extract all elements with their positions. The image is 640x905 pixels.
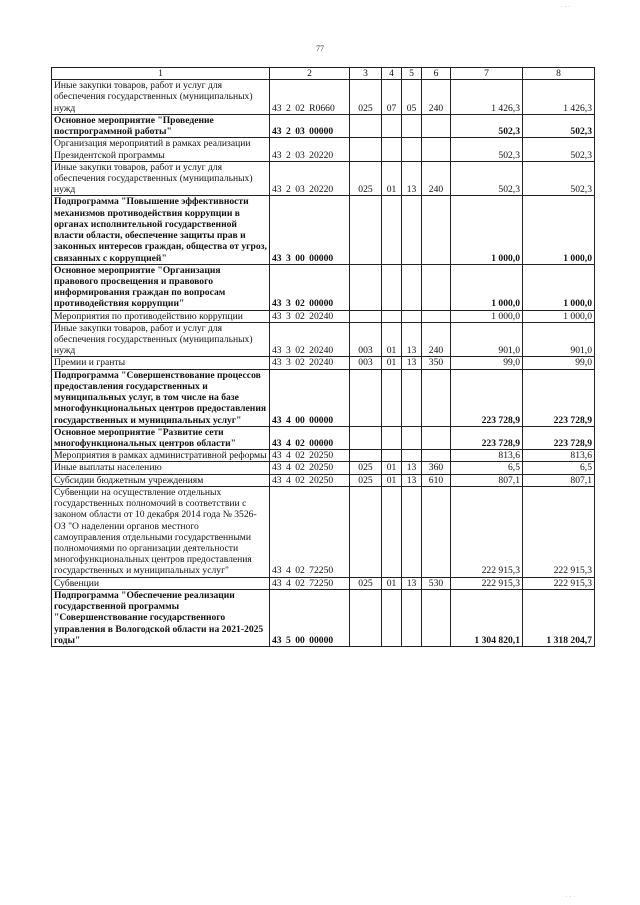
row-col5: 13: [402, 161, 422, 196]
row-code: 43 4 02 20250: [270, 462, 350, 474]
row-col6: 240: [422, 322, 451, 357]
row-col6: 530: [422, 577, 451, 589]
row-value-col8: 1 000,0: [523, 264, 595, 310]
row-col5: [402, 196, 422, 264]
row-col3: 025: [350, 577, 382, 589]
row-col5: [402, 138, 422, 161]
row-col4: [382, 310, 402, 322]
row-value-col8: 813,6: [523, 450, 595, 462]
table-row: [52, 589, 595, 646]
row-value-col8: 1 000,0: [523, 196, 595, 264]
row-value-col7: 99,0: [451, 357, 523, 369]
row-value-col7: 1 426,3: [451, 80, 523, 115]
row-code: 43 5 00 00000: [270, 589, 350, 646]
row-col6: 240: [422, 80, 451, 115]
row-col3: 025: [350, 80, 382, 115]
row-col6: [422, 196, 451, 264]
row-col6: [422, 450, 451, 462]
row-code: 43 2 03 00000: [270, 114, 350, 137]
row-col3: [350, 114, 382, 137]
row-value-col7: 1 000,0: [451, 264, 523, 310]
row-name: Иные закупки товаров, работ и услуг для обеспечения государственных (муниципальных) нужд: [52, 161, 270, 196]
row-name: Организация мероприятий в рамках реализации Президентской программы: [52, 138, 270, 161]
row-col4: [382, 426, 402, 449]
table-row: [52, 264, 595, 310]
row-value-col7: 222 915,3: [451, 486, 523, 577]
table-row: [52, 310, 595, 322]
row-value-col7: 1 000,0: [451, 310, 523, 322]
row-name: Иные закупки товаров, работ и услуг для обеспечения государственных (муниципальных) нужд: [52, 322, 270, 357]
header-cell: 7: [451, 68, 523, 80]
table-row: [52, 138, 595, 161]
row-col5: [402, 369, 422, 426]
table-row: [52, 426, 595, 449]
row-code: 43 2 02 R0660: [270, 80, 350, 115]
row-value-col7: 1 304 820,1: [451, 589, 523, 646]
row-col6: [422, 138, 451, 161]
row-value-col7: 1 000,0: [451, 196, 523, 264]
row-code: 43 4 02 20250: [270, 474, 350, 486]
row-col3: [350, 196, 382, 264]
table-row: [52, 462, 595, 474]
header-cell: 3: [350, 68, 382, 80]
row-value-col8: 502,3: [523, 161, 595, 196]
row-name: Субвенции на осуществление отдельных государственных полномочий в соответствии с законом области от 10 декабря 2014 года № 3526-ОЗ "О наделении органов местного самоуправления отдельными государственными полномочиями по организации деятельности многофункциональных центров предоставления государственных и муниципальных услуг": [52, 486, 270, 577]
row-value-col7: 223 728,9: [451, 369, 523, 426]
row-value-col8: 222 915,3: [523, 577, 595, 589]
row-name: Субсидии бюджетным учреждениям: [52, 474, 270, 486]
row-code: 43 4 00 00000: [270, 369, 350, 426]
row-value-col8: 6,5: [523, 462, 595, 474]
row-name: Подпрограмма "Повышение эффективности механизмов противодействия коррупции в органах исполнительной государственной власти области, обеспечение защиты прав и законных интересов граждан, общества от угроз, связанных с коррупцией": [52, 196, 270, 264]
row-col3: 025: [350, 161, 382, 196]
row-name: Основное мероприятие "Организация правового просвещения и правового информирования граждан по вопросам противодействия коррупции": [52, 264, 270, 310]
row-col5: [402, 450, 422, 462]
budget-table: [51, 67, 595, 647]
scan-artifact: · · ·: [560, 3, 571, 11]
row-value-col8: 222 915,3: [523, 486, 595, 577]
table-row: [52, 196, 595, 264]
row-col5: 13: [402, 322, 422, 357]
row-col6: [422, 264, 451, 310]
row-value-col8: 223 728,9: [523, 369, 595, 426]
header-cell: 1: [52, 68, 270, 80]
row-value-col7: 807,1: [451, 474, 523, 486]
row-name: Иные закупки товаров, работ и услуг для обеспечения государственных (муниципальных) нужд: [52, 80, 270, 115]
row-col6: 360: [422, 462, 451, 474]
row-col4: 01: [382, 161, 402, 196]
row-col6: [422, 114, 451, 137]
row-col3: [350, 310, 382, 322]
row-col4: 01: [382, 577, 402, 589]
row-col5: 13: [402, 474, 422, 486]
row-col3: [350, 450, 382, 462]
row-col4: 01: [382, 357, 402, 369]
row-col6: 350: [422, 357, 451, 369]
row-name: Основное мероприятие "Развитие сети многофункциональных центров области": [52, 426, 270, 449]
header-cell: 5: [402, 68, 422, 80]
row-value-col8: 99,0: [523, 357, 595, 369]
table-row: [52, 161, 595, 196]
row-col5: [402, 486, 422, 577]
row-name: Премии и гранты: [52, 357, 270, 369]
row-value-col8: 1 426,3: [523, 80, 595, 115]
row-col4: [382, 486, 402, 577]
row-name: Подпрограмма "Обеспечение реализации государственной программы "Совершенствование государственного управления в Вологодской области на 2021-2025 годы": [52, 589, 270, 646]
row-col4: [382, 196, 402, 264]
row-value-col8: 502,3: [523, 114, 595, 137]
row-col5: [402, 589, 422, 646]
row-col5: [402, 114, 422, 137]
row-code: 43 4 02 72250: [270, 577, 350, 589]
row-value-col7: 502,3: [451, 161, 523, 196]
row-col4: [382, 369, 402, 426]
row-col3: 025: [350, 474, 382, 486]
row-name: Мероприятия в рамках административной реформы: [52, 450, 270, 462]
row-col3: 003: [350, 357, 382, 369]
row-code: 43 3 02 20240: [270, 310, 350, 322]
table-row: [52, 369, 595, 426]
row-col3: [350, 369, 382, 426]
row-col4: 07: [382, 80, 402, 115]
row-col5: 13: [402, 462, 422, 474]
row-col6: 610: [422, 474, 451, 486]
row-col5: 13: [402, 577, 422, 589]
row-col3: [350, 264, 382, 310]
row-code: 43 2 03 20220: [270, 138, 350, 161]
row-col4: 01: [382, 322, 402, 357]
row-value-col7: 502,3: [451, 114, 523, 137]
row-col6: [422, 589, 451, 646]
row-col4: [382, 264, 402, 310]
row-col3: [350, 486, 382, 577]
row-value-col7: 813,6: [451, 450, 523, 462]
header-cell: 4: [382, 68, 402, 80]
row-col4: [382, 138, 402, 161]
table-row: [52, 486, 595, 577]
row-value-col7: 6,5: [451, 462, 523, 474]
row-col5: 05: [402, 80, 422, 115]
row-col4: [382, 589, 402, 646]
row-name: Мероприятия по противодействию коррупции: [52, 310, 270, 322]
row-code: 43 4 02 20250: [270, 450, 350, 462]
row-code: 43 4 02 72250: [270, 486, 350, 577]
row-name: Субвенции: [52, 577, 270, 589]
header-row: [52, 68, 595, 80]
header-cell: 6: [422, 68, 451, 80]
scan-artifact: · · ·: [565, 893, 576, 901]
row-col6: [422, 310, 451, 322]
header-cell: 8: [523, 68, 595, 80]
row-col4: 01: [382, 474, 402, 486]
row-col3: 025: [350, 462, 382, 474]
row-value-col8: 223 728,9: [523, 426, 595, 449]
row-col4: [382, 450, 402, 462]
row-col6: [422, 426, 451, 449]
row-col5: 13: [402, 357, 422, 369]
row-col5: [402, 426, 422, 449]
table-row: [52, 80, 595, 115]
row-value-col8: 1 318 204,7: [523, 589, 595, 646]
row-name: Иные выплаты населению: [52, 462, 270, 474]
header-cell: 2: [270, 68, 350, 80]
table-row: [52, 450, 595, 462]
row-code: 43 3 02 20240: [270, 322, 350, 357]
row-value-col8: 502,3: [523, 138, 595, 161]
row-code: 43 3 02 00000: [270, 264, 350, 310]
row-col3: [350, 589, 382, 646]
page-number: 77: [316, 44, 324, 53]
row-col6: 240: [422, 161, 451, 196]
row-value-col8: 807,1: [523, 474, 595, 486]
table-row: [52, 474, 595, 486]
row-col3: 003: [350, 322, 382, 357]
row-value-col7: 502,3: [451, 138, 523, 161]
row-value-col7: 901,0: [451, 322, 523, 357]
row-code: 43 3 02 20240: [270, 357, 350, 369]
row-code: 43 2 03 20220: [270, 161, 350, 196]
row-col3: [350, 138, 382, 161]
row-col4: [382, 114, 402, 137]
row-col6: [422, 369, 451, 426]
row-col6: [422, 486, 451, 577]
row-col5: [402, 310, 422, 322]
table-row: [52, 357, 595, 369]
row-col4: 01: [382, 462, 402, 474]
row-name: Основное мероприятие "Проведение постпрограммной работы": [52, 114, 270, 137]
row-value-col7: 222 915,3: [451, 577, 523, 589]
row-value-col7: 223 728,9: [451, 426, 523, 449]
row-value-col8: 1 000,0: [523, 310, 595, 322]
table-row: [52, 322, 595, 357]
row-col3: [350, 426, 382, 449]
row-value-col8: 901,0: [523, 322, 595, 357]
table-row: [52, 577, 595, 589]
table-row: [52, 114, 595, 137]
row-code: 43 4 02 00000: [270, 426, 350, 449]
row-col5: [402, 264, 422, 310]
row-code: 43 3 00 00000: [270, 196, 350, 264]
row-name: Подпрограмма "Совершенствование процессов предоставления государственных и муниципальных услуг, в том числе на базе многофункциональных центров предоставления государственных и муниципальных услуг": [52, 369, 270, 426]
